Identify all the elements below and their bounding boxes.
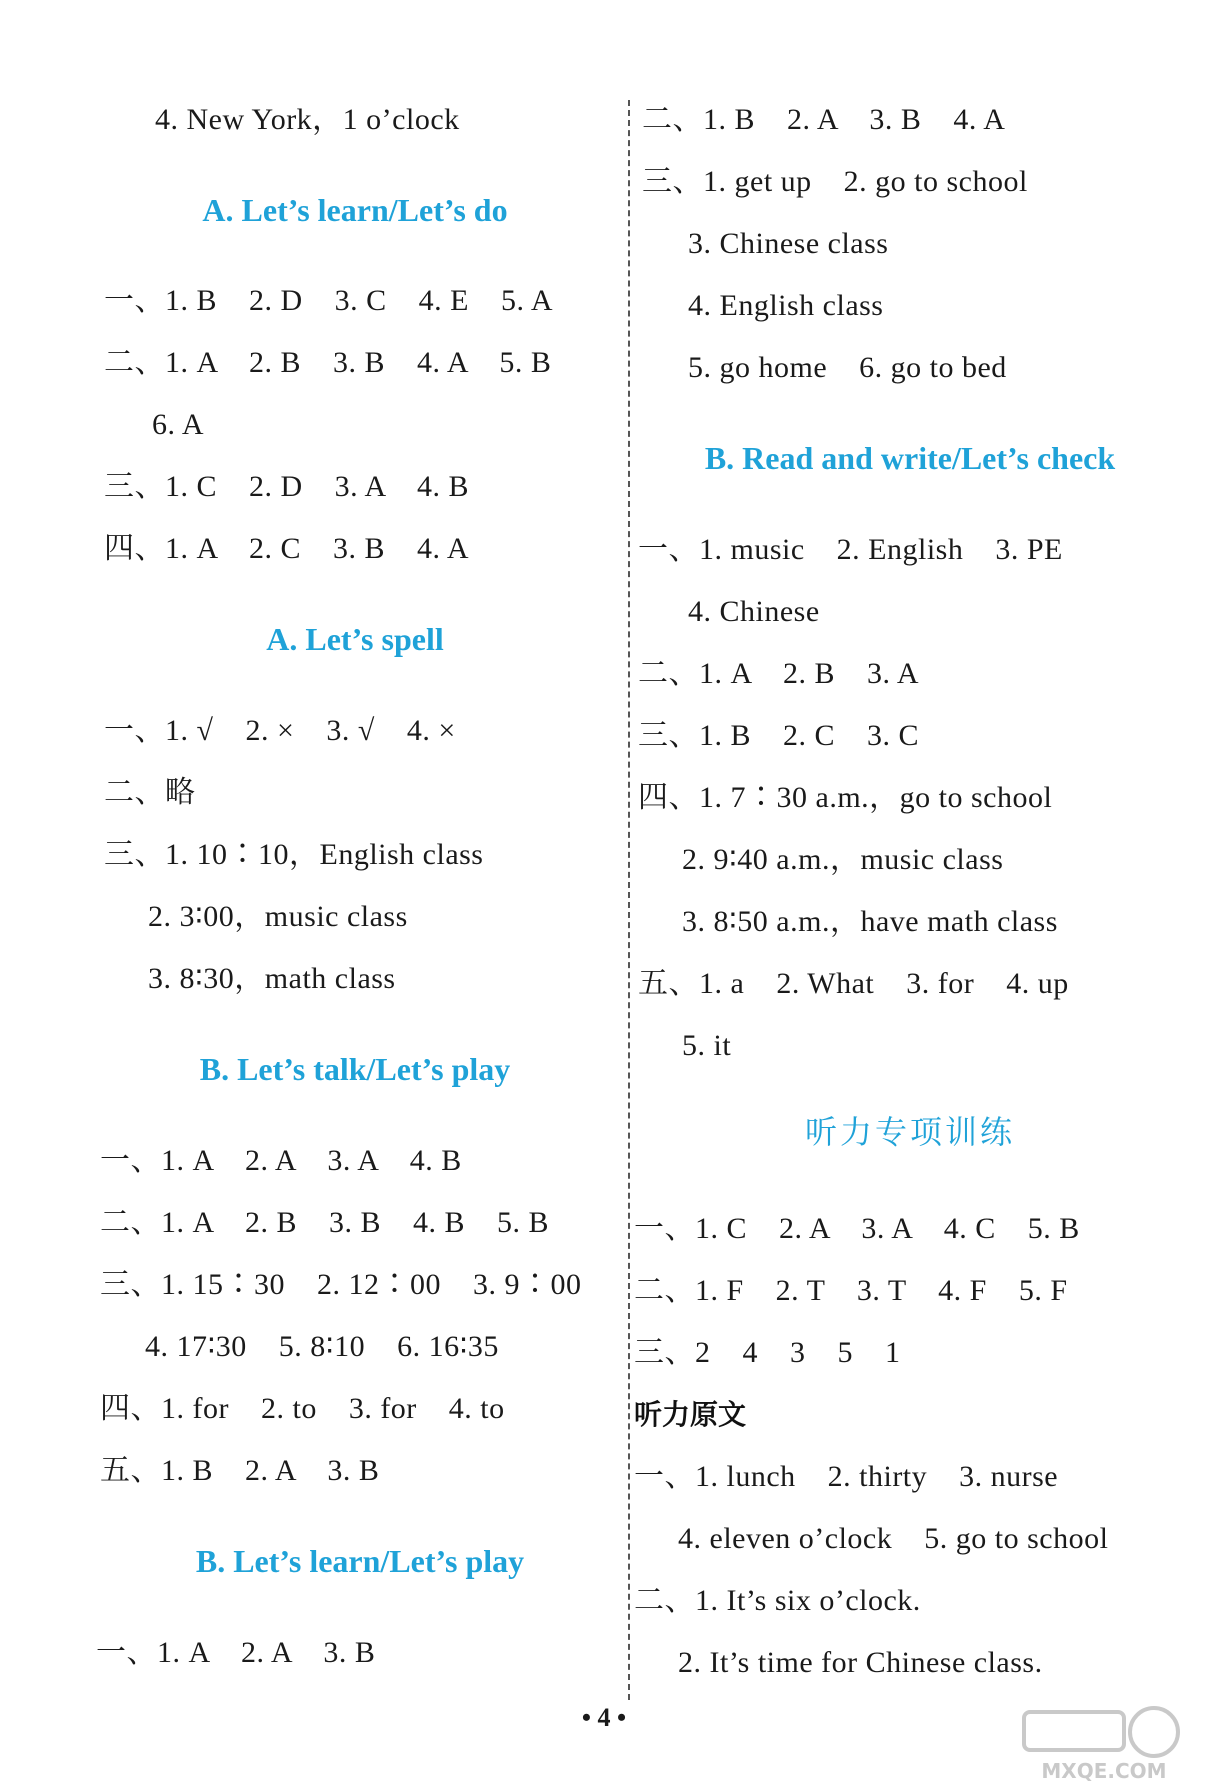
answer-line: 3. 8∶50 a.m.，have math class bbox=[682, 905, 1058, 938]
answer-line: 四、1. for 2. to 3. for 4. to bbox=[100, 1392, 505, 1425]
answer-line: 一、1. C 2. A 3. A 4. C 5. B bbox=[634, 1212, 1080, 1245]
answer-line: 一、1. music 2. English 3. PE bbox=[638, 533, 1063, 566]
page-number: • 4 • bbox=[581, 1703, 627, 1732]
answer-line: 2. 9∶40 a.m.，music class bbox=[682, 843, 1004, 876]
answer-line: 二、1. A 2. B 3. B 4. B 5. B bbox=[100, 1206, 550, 1239]
section-heading: 听力专项训练 bbox=[804, 1113, 1015, 1151]
answer-line: 5. it bbox=[682, 1029, 732, 1062]
answer-line: 一、1. A 2. A 3. A 4. B bbox=[100, 1144, 462, 1177]
answer-line: 二、1. It’s six o’clock. bbox=[634, 1584, 921, 1617]
watermark-text: MXQE.COM bbox=[1041, 1759, 1167, 1783]
answer-line: 4. Chinese bbox=[688, 595, 820, 628]
section-heading: A. Let’s spell bbox=[266, 621, 444, 657]
answer-line: 三、1. C 2. D 3. A 4. B bbox=[104, 470, 470, 503]
answer-line: 一、1. lunch 2. thirty 3. nurse bbox=[634, 1460, 1059, 1493]
answer-line: 二、1. B 2. A 3. B 4. A bbox=[642, 103, 1006, 136]
answer-line: 三、1. 15∶30 2. 12∶00 3. 9∶00 bbox=[100, 1268, 582, 1301]
section-heading: B. Let’s learn/Let’s play bbox=[195, 1543, 525, 1579]
watermark-logo bbox=[1014, 1702, 1194, 1786]
answer-line: 6. A bbox=[152, 408, 205, 441]
answer-line: 4. eleven o’clock 5. go to school bbox=[678, 1522, 1109, 1555]
answer-line: 2. It’s time for Chinese class. bbox=[678, 1646, 1043, 1679]
section-heading: A. Let’s learn/Let’s do bbox=[202, 192, 508, 228]
answer-line: 二、略 bbox=[104, 776, 196, 809]
answer-line: 一、1. A 2. A 3. B bbox=[96, 1636, 376, 1669]
right-column bbox=[630, 0, 1208, 1720]
answer-line: 三、1. 10∶10，English class bbox=[104, 838, 484, 871]
answer-line: 3. 8∶30，math class bbox=[148, 962, 396, 995]
answer-line: 一、1. B 2. D 3. C 4. E 5. A bbox=[104, 284, 554, 317]
answer-line: 三、1. get up 2. go to school bbox=[642, 165, 1028, 198]
answer-line: 四、1. A 2. C 3. B 4. A bbox=[104, 532, 470, 565]
answer-line: 二、1. A 2. B 3. B 4. A 5. B bbox=[104, 346, 552, 379]
transcript-subheading: 听力原文 bbox=[634, 1398, 747, 1431]
answer-line: 三、2 4 3 5 1 bbox=[634, 1336, 901, 1369]
answer-line: 4. English class bbox=[688, 289, 884, 322]
answer-line: 二、1. A 2. B 3. A bbox=[638, 657, 920, 690]
answer-line: 四、1. 7∶30 a.m.，go to school bbox=[638, 781, 1053, 814]
answer-line: 5. go home 6. go to bed bbox=[688, 351, 1007, 384]
left-column bbox=[0, 0, 620, 1720]
answer-line: 二、1. F 2. T 3. T 4. F 5. F bbox=[634, 1274, 1068, 1307]
section-heading: B. Let’s talk/Let’s play bbox=[199, 1051, 511, 1087]
answer-line: 4. New York，1 o’clock bbox=[155, 103, 460, 136]
answer-line: 五、1. a 2. What 3. for 4. up bbox=[638, 967, 1069, 1000]
answer-line: 2. 3∶00，music class bbox=[148, 900, 408, 933]
answer-line: 五、1. B 2. A 3. B bbox=[100, 1454, 380, 1487]
answer-line: 三、1. B 2. C 3. C bbox=[638, 719, 920, 752]
answer-line: 一、1. √ 2. × 3. √ 4. × bbox=[104, 714, 456, 747]
answer-line: 4. 17∶30 5. 8∶10 6. 16∶35 bbox=[145, 1330, 499, 1363]
section-heading: B. Read and write/Let’s check bbox=[704, 440, 1116, 476]
answer-line: 3. Chinese class bbox=[688, 227, 889, 260]
